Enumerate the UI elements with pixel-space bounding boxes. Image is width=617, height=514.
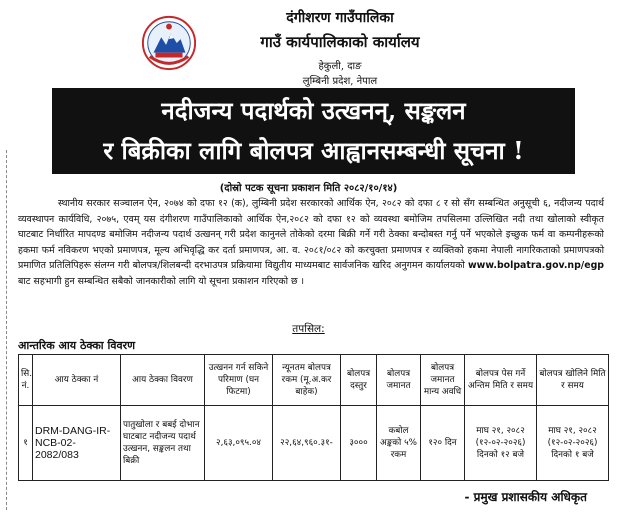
office-location: हेकुली, दाङ (318, 61, 362, 72)
cell-description: पातुखोला र बबई दोभान घाटबाट नदीजन्य पदार्थ उत्खनन, सङ्कलन तथा बिक्री (121, 406, 205, 481)
header-quantity: उत्खनन गर्न सकिने परिमाण (घन फिटमा) (205, 355, 273, 406)
cell-quantity: २,६३,०९५.०४ (205, 406, 273, 481)
details-heading: तपसिल: (292, 323, 325, 335)
banner-line-1: नदीजन्य पदार्थको उत्खनन्, सङ्कलन (161, 96, 466, 125)
header-opening: बोलपत्र खोलिने मिति र समय (537, 355, 609, 406)
header-contract-no: आय ठेक्का नं (33, 355, 121, 406)
notice-banner (52, 88, 575, 174)
header-security: बोलपत्र जमानत (377, 355, 421, 406)
header-fee: बोलपत्र दस्तुर (341, 355, 377, 406)
cell-submission: माघ २१, २०८२ (१२-०२-२०२६) दिनको १२ बजे (465, 406, 537, 481)
province-name: लुम्बिनी प्रदेश, नेपाल (302, 76, 378, 87)
cell-validity: १२० दिन (421, 406, 465, 481)
cell-fee: ३००० (341, 406, 377, 481)
office-name: गाउँ कार्यपालिकाको कार्यालय (260, 33, 420, 51)
body-text-after: बाट सहभागी हुन सम्बन्धित सबैको जानकारीको लागि यो सूचना प्रकाशन गरिएको छ । (18, 275, 305, 287)
section-title: आन्तरिक आय ठेक्का विवरण (18, 339, 136, 352)
bolpatra-website-link[interactable]: www.bolpatra.gov.np/egp (468, 260, 605, 272)
signature-line: - प्रमुख प्रशासकीय अधिकृत (464, 490, 587, 504)
table-row (19, 406, 609, 481)
table-header-row (19, 355, 609, 406)
header-validity: बोलपत्र जमानत मान्य अवधि (421, 355, 465, 406)
header-submission: बोलपत्र पेस गर्ने अन्तिम मिति र समय (465, 355, 537, 406)
cell-security: कबोल अङ्कको ५% रकम (377, 406, 421, 481)
banner-line-2: र बिक्रीका लागि बोलपत्र आह्वानसम्बन्धी सूचना ! (103, 136, 524, 165)
tender-table (18, 354, 609, 481)
cell-min-amount: २२,६४,९६०.३१- (273, 406, 341, 481)
municipality-name: दंगीशरण गाउँपालिका (286, 10, 394, 26)
notice-body (18, 196, 604, 290)
cell-contract-id: DRM-DANG-IR-NCB-02-2082/083 (33, 406, 121, 481)
header-sn: सि. नं. (19, 355, 33, 406)
header-min-amount: न्यूनतम बोलपत्र रकम (मू.अ.कर बाहेक) (273, 355, 341, 406)
cell-opening: माघ २१, २०८२ (१२-०२-२०२६) दिनको १ बजे (537, 406, 609, 481)
header-contract-desc: आय ठेक्का विवरण (121, 355, 205, 406)
cell-sn: १ (19, 406, 33, 481)
publication-date: (दोस्रो पटक सूचना प्रकाशन मिति २०८२/१०/१४) (219, 183, 398, 194)
body-text-before: स्थानीय सरकार सञ्चालन ऐन, २०७४ को दफा १२ (क), लुम्बिनी प्रदेश सरकारको आर्थिक ऐन, २०८२ को दफा ८ र सो सँग सम्बन्धित अनुसूची ६, नदीजन्य पदार्थ व्यवस्थापन कार्यविधि, २०७५, एवम् यस दंगीशरण गाउँपालिकाको आर्थिक ऐन,२०८२ को दफा १२ को व्यवस्था बमोजिम तपसिलमा उल्लिखित नदी तथा खोलाको स्वीकृत घाटबाट निर्धारित मापदण्ड बमोजिम नदीजन्य पदार्थ उत्खनन् गरी प्रदेश कानुनले तोकेको दरमा बिक्री गर्ने गरी ठेक्का बन्दोबस्त गर्नु पर्ने भएकोले इच्छुक फर्म वा कम्पनीहरूको हकमा फर्म नविकरण भएको प्रमाणपत्र, मूल्य अभिवृद्धि कर दर्ता प्रमाणपत्र, आ. व. २०८१/०८२ को करचुक्ता प्रमाणपत्र र व्यक्तिको हकमा नेपाली नागरिकताको प्रमाणपत्रको प्रमाणित प्रतिलिपिहरू संलग्न गरी बोलपत्र/शिलबन्दी दरभाउपत्र प्रक्रियामा विद्युतीय माध्यमबाट सार्वजनिक खरिद अनुगमन कार्यालयको (18, 198, 604, 272)
